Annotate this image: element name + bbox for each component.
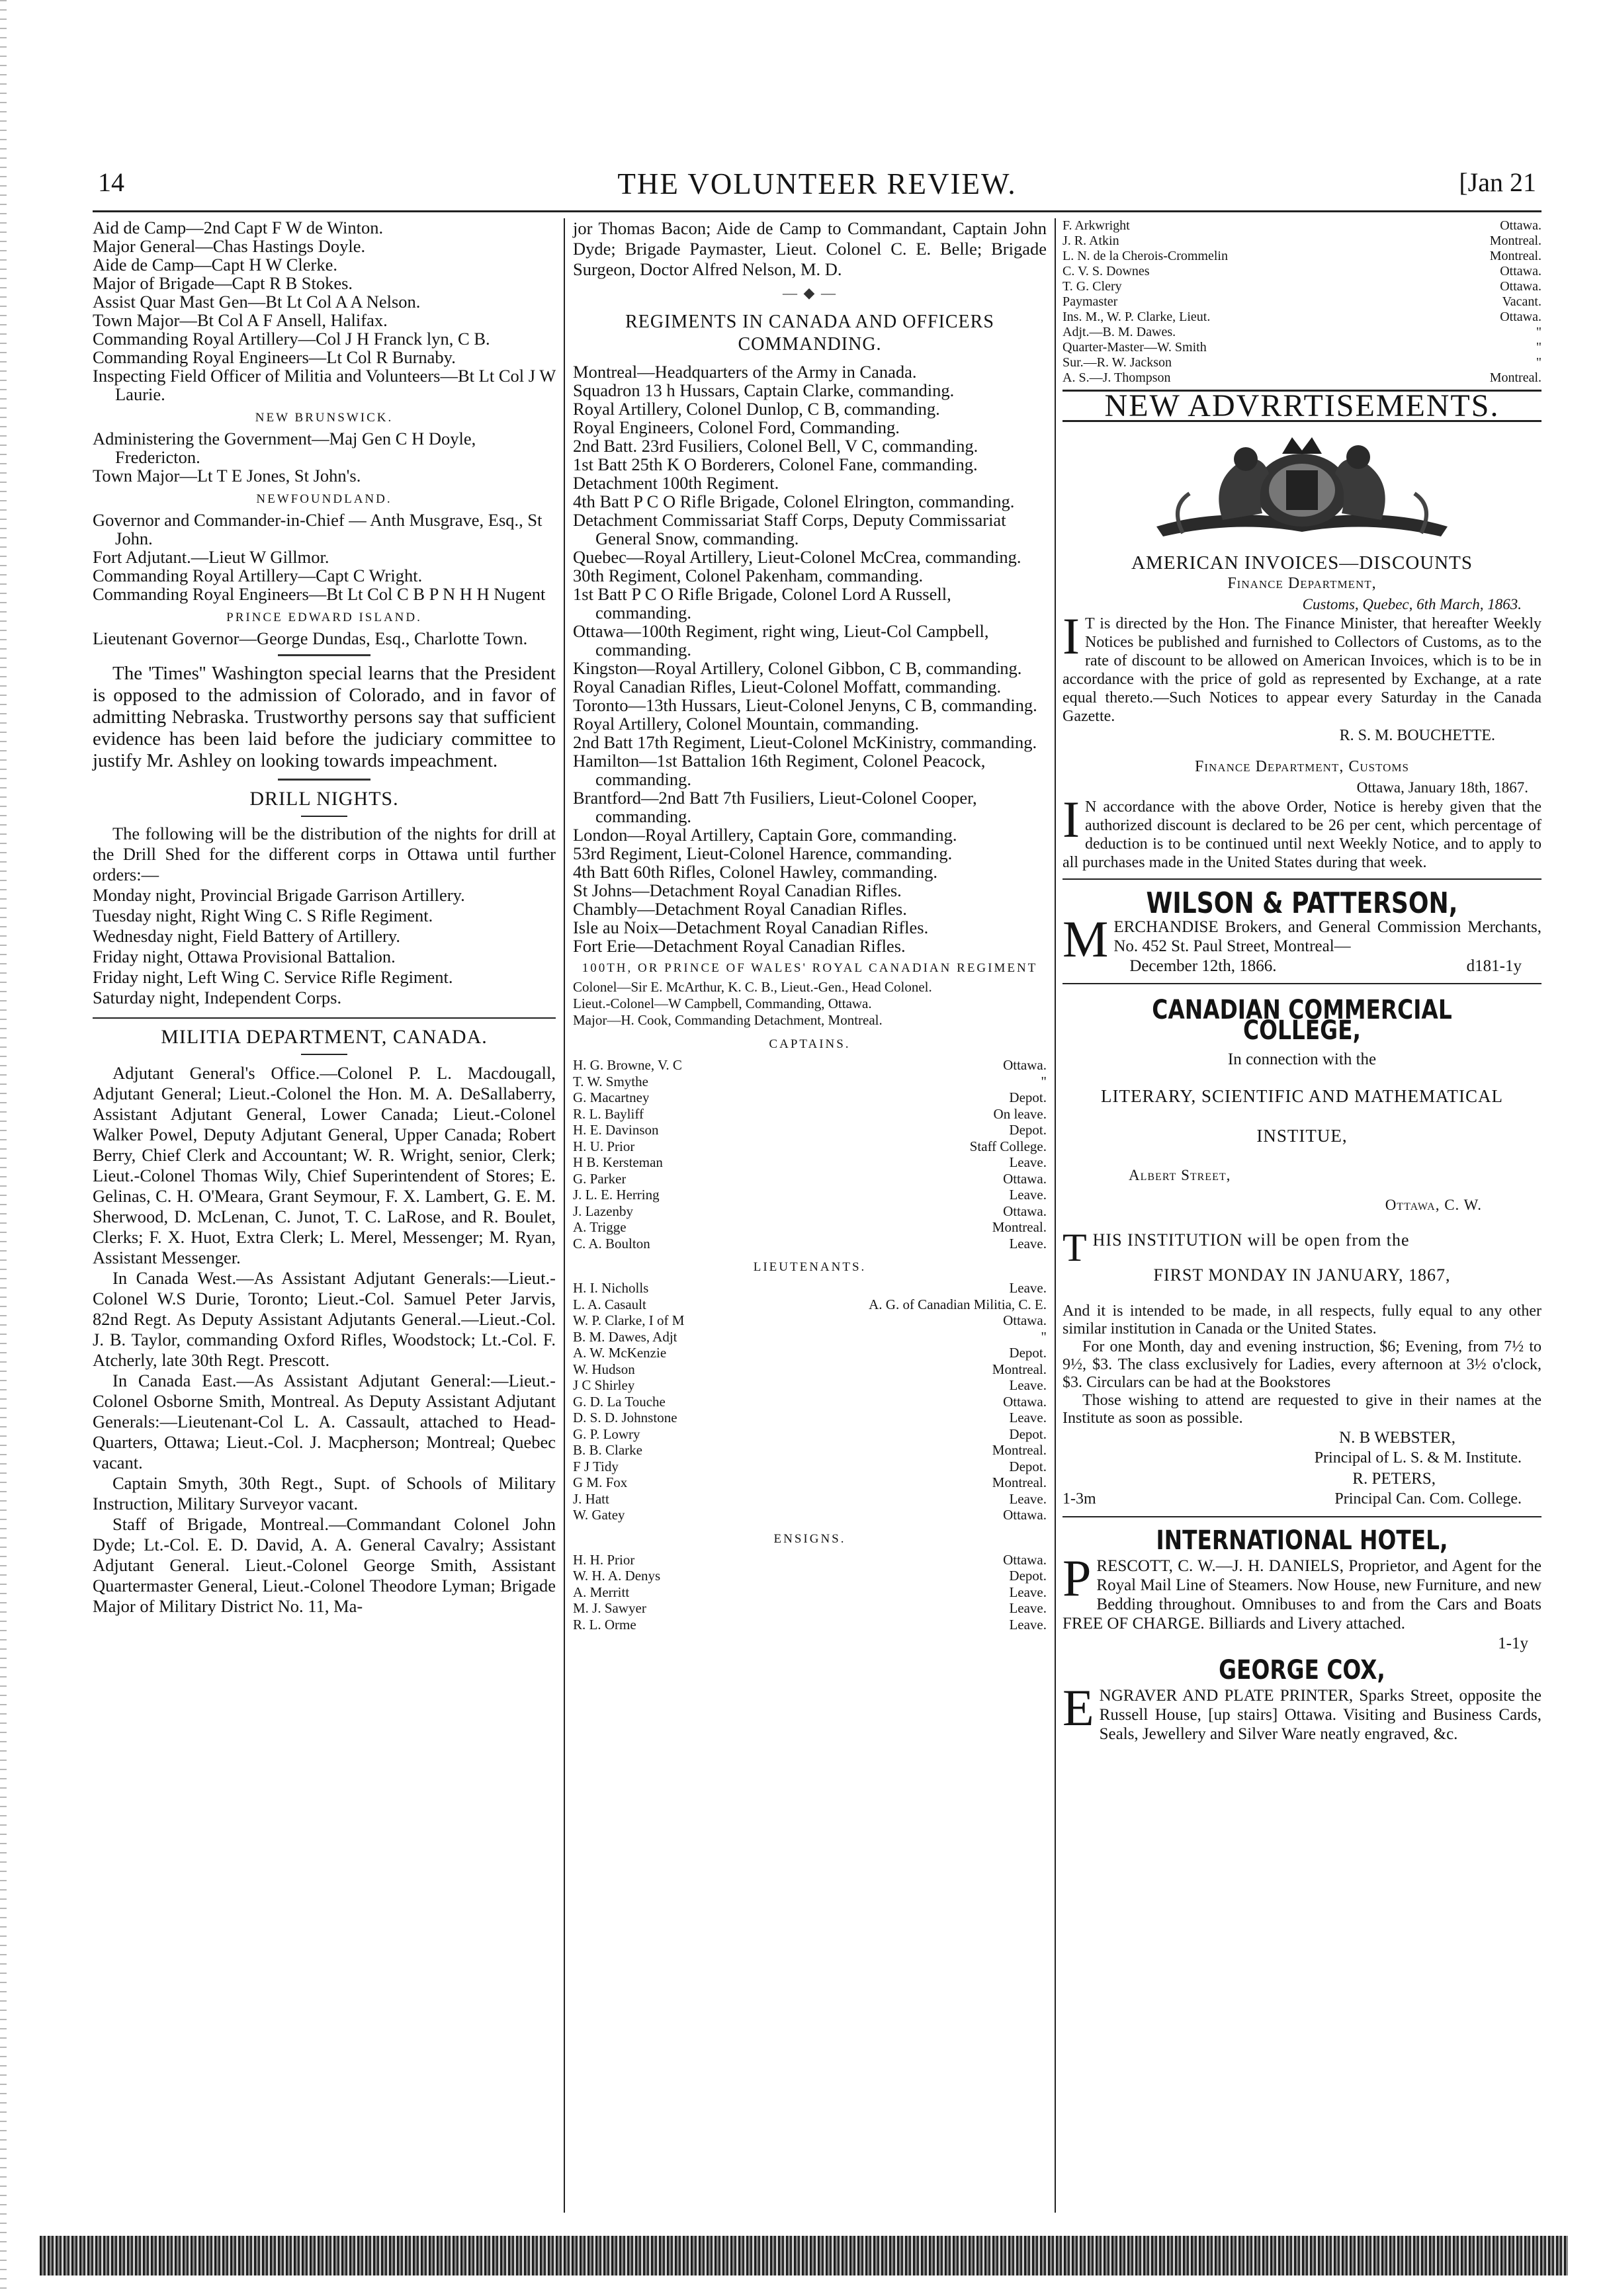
ad-dateline: Customs, Quebec, 6th March, 1863. <box>1302 596 1522 613</box>
staff-entry: Commanding Royal Engineers—Bt Lt Col C B P N H H Nugent <box>93 584 546 604</box>
staff-entry: Commanding Royal Artillery—Capt C Wright. <box>93 566 423 585</box>
officer-name: W. H. A. Denys <box>573 1568 661 1584</box>
officer-station: Leave. <box>1009 1600 1047 1616</box>
officer-station: Leave. <box>1009 1235 1047 1252</box>
college-title: CANADIAN COMMERCIAL COLLEGE, <box>1152 995 1452 1046</box>
regiment-entry: Quebec—Royal Artillery, Lieut-Colonel McCrea, commanding. <box>573 547 1021 567</box>
officer-name: F. Arkwright <box>1063 218 1130 233</box>
officer-name: J. L. E. Herring <box>573 1187 660 1203</box>
drill-night: Friday night, Left Wing C. Service Rifle Regiment. <box>93 967 453 987</box>
regiment-entry: St Johns—Detachment Royal Canadian Rifles. <box>573 880 902 900</box>
ad-body <box>1063 607 1541 726</box>
list-item <box>1063 325 1541 340</box>
officer-name: C. A. Boulton <box>573 1235 650 1252</box>
regiment-entry: Hamilton—1st Battalion 16th Regiment, Colonel Peacock, commanding. <box>573 751 986 789</box>
militia-paragraph: In Canada East.—As Assistant Adjutant General:—Lieut.-Colonel Osborne Smith, Montreal. As Deputy Assistant Adjutant Generals:—Lieutenant-Col L. A. Cassault, attached to Head-Quarters, Ottawa; Lieut.-Col. J. Macpherson; Montreal; Quebec vacant. <box>93 1371 556 1472</box>
list-item <box>1063 340 1541 355</box>
regiment-entry: London—Royal Artillery, Captain Gore, commanding. <box>573 825 957 845</box>
officer-name: G. D. La Touche <box>573 1393 666 1410</box>
province-heading: NEWFOUNDLAND. <box>256 492 392 506</box>
short-rule <box>301 1054 347 1055</box>
officer-station: Ottawa. <box>1500 218 1541 233</box>
newspaper-title: THE VOLUNTEER REVIEW. <box>617 167 1017 200</box>
ad-signature: R. S. M. BOUCHETTE. <box>1339 727 1495 744</box>
staff-entry: Inspecting Field Officer of Militia and Volunteers—Bt Lt Col J W Laurie. <box>93 366 556 404</box>
column-1 <box>93 218 556 1617</box>
officer-station: Leave. <box>1009 1490 1047 1507</box>
list-item <box>573 1280 1047 1297</box>
drill-night: Friday night, Ottawa Provisional Battalion. <box>93 947 396 966</box>
officer-name: J. R. Atkin <box>1063 234 1119 248</box>
captains-list <box>573 1057 1047 1252</box>
list-item <box>573 1089 1047 1106</box>
officer-station: Depot. <box>1009 1568 1047 1584</box>
officer-station: Ottawa. <box>1003 1312 1047 1328</box>
regiment-entry: Royal Artillery, Colonel Mountain, commanding. <box>573 714 920 734</box>
rank-heading: CAPTAINS. <box>769 1037 851 1051</box>
officer-name: A. S.—J. Thompson <box>1063 370 1171 385</box>
staff-continuation: jor Thomas Bacon; Aide de Camp to Commandant, Captain John Dyde; Brigade Paymaster, Lieut. Colonel C. E. Belle; Brigade Surgeon, Doctor Alfred Nelson, M. D. <box>573 218 1047 279</box>
ensigns-list <box>573 1552 1047 1633</box>
officer-station: " <box>1536 340 1541 355</box>
list-item <box>573 1377 1047 1394</box>
college-city: Ottawa, C. W. <box>1385 1197 1482 1213</box>
column-rule-2 <box>1055 218 1056 2213</box>
officer-station: Leave. <box>1009 1154 1047 1170</box>
officer-station: Depot. <box>1009 1122 1047 1138</box>
ad-body-text: ERCHANDISE Brokers, and General Commission Merchants, No. 452 St. Paul Street, Montreal— <box>1113 918 1541 955</box>
list-item <box>1063 294 1541 310</box>
officer-station: Leave. <box>1009 1410 1047 1425</box>
list-item <box>573 1106 1047 1123</box>
officer-station: Vacant. <box>1502 294 1541 309</box>
ad-dateline: Ottawa, January 18th, 1867. <box>1356 779 1528 796</box>
officer-station: Montreal. <box>992 1219 1047 1235</box>
officer-name: T. W. Smythe <box>573 1073 648 1089</box>
officer-name: Ins. M., W. P. Clarke, Lieut. <box>1063 310 1211 324</box>
list-item <box>573 1361 1047 1378</box>
regiment-entry: Royal Artillery, Colonel Dunlop, C B, commanding. <box>573 399 940 419</box>
officer-station: Leave. <box>1009 1377 1047 1393</box>
officer-name: L. N. de la Cherois-Crommelin <box>1063 249 1228 263</box>
list-item <box>573 1394 1047 1410</box>
officer-station: Montreal. <box>992 1474 1047 1490</box>
staff-entry: Commanding Royal Engineers—Lt Col R Burnaby. <box>93 347 456 367</box>
officer-station: A. G. of Canadian Militia, C. E. <box>869 1296 1047 1312</box>
officer-station: Montreal. <box>992 1442 1047 1458</box>
list-item <box>573 1345 1047 1361</box>
officer-name: H. G. Browne, V. C <box>573 1057 682 1073</box>
staff-entry: Aide de Camp—Capt H W Clerke. <box>93 255 337 275</box>
officer-station: Leave. <box>1009 1616 1047 1633</box>
staff-entry: Major General—Chas Hastings Doyle. <box>93 236 366 256</box>
list-item <box>573 1138 1047 1155</box>
ad-rule <box>1063 878 1541 880</box>
staff-entry: Town Major—Bt Col A F Ansell, Halifax. <box>93 310 388 330</box>
list-item <box>1063 310 1541 325</box>
college-street: Albert Street, <box>1129 1167 1231 1183</box>
staff-entry: Administering the Government—Maj Gen C H Doyle, Fredericton. <box>93 429 476 467</box>
militia-paragraph: Staff of Brigade, Montreal.—Commandant Colonel John Dyde; Lt.-Col. E. D. David, A. A. General Cavalry; Assistant Adjutant General. Lieut.-Colonel George Smith, Assistant Quartermaster General, Lieut.-Colonel Theodore Lyman; Brigade Major of Military District No. 11, Ma- <box>93 1514 556 1616</box>
officer-station: Ottawa. <box>1500 279 1541 294</box>
news-paragraph: The 'Times'' Washington special learns that the President is opposed to the admission of Colorado, and in favor of admitting Nebraska. Trustworthy persons say that sufficient evidence has been laid before the judiciary committee to justify Mr. Ashley on looking towards impeachment. <box>93 663 556 771</box>
officer-station: Leave. <box>1009 1584 1047 1600</box>
regiment-staff: Colonel—Sir E. McArthur, K. C. B., Lieut.-Gen., Head Colonel. <box>573 979 932 995</box>
officer-name: J C Shirley <box>573 1377 635 1393</box>
regiment-entry: Ottawa—100th Regiment, right wing, Lieut-Col Campbell, commanding. <box>573 621 989 659</box>
staff-entry: Assist Quar Mast Gen—Bt Lt Col A A Nelson. <box>93 292 421 312</box>
regiment-staff: Lieut.-Colonel—W Campbell, Commanding, Ottawa. <box>573 996 872 1011</box>
rank-heading: ENSIGNS. <box>773 1531 846 1546</box>
wilson-patterson-title: WILSON & PATTERSON, <box>1146 886 1458 920</box>
column-rule-1 <box>564 218 565 2213</box>
ornament-divider <box>278 654 370 656</box>
officer-station: Montreal. <box>992 1361 1047 1377</box>
ad-body <box>1063 790 1541 872</box>
list-item <box>573 1122 1047 1138</box>
officer-name: F J Tidy <box>573 1458 619 1474</box>
list-item <box>573 1600 1047 1617</box>
officer-name: G. P. Lowry <box>573 1425 640 1442</box>
drop-cap: I <box>1063 607 1080 665</box>
ad-footer <box>1063 1489 1541 1509</box>
officers-list <box>1063 218 1541 386</box>
rank-heading: LIEUTENANTS. <box>753 1260 867 1274</box>
list-item <box>573 1617 1047 1633</box>
staff-entry: Town Major—Lt T E Jones, St John's. <box>93 466 361 486</box>
officer-station: Ottawa. <box>1003 1507 1047 1523</box>
college-text: Those wishing to attend are requested to give in their names at the Institute as soon as possible. <box>1063 1392 1541 1427</box>
officer-name: Sur.—R. W. Jackson <box>1063 355 1172 370</box>
staff-entry: Governor and Commander-in-Chief — Anth Musgrave, Esq., St John. <box>93 510 542 548</box>
province-heading: PRINCE EDWARD ISLAND. <box>226 611 422 624</box>
list-item <box>573 1329 1047 1345</box>
officer-station: Ottawa. <box>1003 1393 1047 1410</box>
regiment-entry: Fort Erie—Detachment Royal Canadian Rifles. <box>573 936 906 956</box>
issue-date: [Jan 21 <box>1459 167 1536 197</box>
short-rule <box>301 816 347 817</box>
officer-station: On leave. <box>993 1105 1047 1122</box>
militia-paragraph: Adjutant General's Office.—Colonel P. L. Macdougall, Adjutant General; Lieut.-Colonel the Hon. M. A. DeSallaberry, Assistant Adjutant General, Lower Canada; Lieut.-Colonel Walker Powel, Deputy Adjutant General, Upper Canada; Robert Berry, Chief Clerk and Accountant; W. R. Wright, senior, Clerk; Lieut.-Colonel Thomas Wily, Chief Superintendent of Stores; E. Gelinas, C. H. O'Meara, Grant Seymour, F. X. Lambert, G. E. M. Sherwood, D. McLenan, C. Junot, T. C. LaRose, and R. Boulet, Clerks; F. X. Huot, Extra Clerk; L. Merel, Messenger; M. Ryan, Assistant Messenger. <box>93 1063 556 1267</box>
officer-station: Ottawa. <box>1003 1057 1047 1073</box>
list-item <box>573 1074 1047 1090</box>
cox-title: GEORGE COX, <box>1219 1655 1385 1685</box>
ad-footer <box>1113 956 1541 976</box>
regiment-entry: Brantford—2nd Batt 7th Fusiliers, Lieut-Colonel Cooper, commanding. <box>573 788 977 826</box>
ad-body-text: T is directed by the Hon. The Finance Minister, that hereafter Weekly Notices be published and furnished to Collectors of Customs, as to the rate of discount to be allowed on American Invoices, which is to be in accordance with the price of gold as represented by Exchange, at a rate equal thereto.—Such Notices to appear every Saturday in the Canada Gazette. <box>1063 615 1541 725</box>
list-item <box>1063 355 1541 370</box>
ad-rule <box>1063 1516 1541 1517</box>
staff-entry: Aid de Camp—2nd Capt F W de Winton. <box>93 218 384 237</box>
list-item <box>1063 234 1541 249</box>
ad-date: December 12th, 1866. <box>1129 957 1277 975</box>
regiment-entry: Toronto—13th Hussars, Lieut-Colonel Jenyns, C B, commanding. <box>573 695 1037 715</box>
officer-name: W. P. Clarke, I of M <box>573 1312 685 1328</box>
officer-station: Montreal. <box>1489 370 1541 385</box>
officer-name: A. Trigge <box>573 1219 627 1235</box>
regiment-entry: 2nd Batt. 23rd Fusiliers, Colonel Bell, V C, commanding. <box>573 436 978 456</box>
officer-name: H. H. Prior <box>573 1551 635 1568</box>
officer-name: T. G. Clery <box>1063 279 1122 294</box>
staff-entry: Fort Adjutant.—Lieut W Gillmor. <box>93 547 329 567</box>
officer-name: Paymaster <box>1063 294 1118 309</box>
ad-body <box>1063 1549 1541 1633</box>
college-connection: In connection with the <box>1227 1050 1377 1068</box>
regiment-entry: Montreal—Headquarters of the Army in Canada. <box>573 362 917 382</box>
drill-night: Monday night, Provincial Brigade Garrison Artillery. <box>93 885 465 905</box>
ad-department: Finance Department, Customs <box>1195 758 1409 775</box>
regiment-entry: 4th Batt P C O Rifle Brigade, Colonel Elrington, commanding. <box>573 491 1015 511</box>
regiment-entry: Isle au Noix—Detachment Royal Canadian Rifles. <box>573 917 929 937</box>
officer-name: B. B. Clarke <box>573 1442 642 1458</box>
list-item <box>573 1312 1047 1329</box>
college-text: And it is intended to be made, in all respects, fully equal to any other similar institution in Canada or the United States. <box>1063 1302 1541 1338</box>
officer-name: B. M. Dawes, Adjt <box>573 1328 677 1345</box>
officer-name: C. V. S. Downes <box>1063 264 1150 278</box>
college-text: For one Month, day and evening instruction, $6; Evening, from 7½ to 9½, $3. The class exclusively for Ladies, every afternoon at 3½ o'clock, $3. Circulars can be had at the Bookstores <box>1063 1338 1541 1391</box>
regiment-entry: 2nd Batt 17th Regiment, Lieut-Colonel McKinistry, commanding. <box>573 732 1037 752</box>
list-item <box>1063 218 1541 234</box>
officer-name: W. Gatey <box>573 1507 625 1523</box>
officer-name: A. W. McKenzie <box>573 1345 667 1361</box>
regiment-entry: 4th Batt 60th Rifles, Colonel Hawley, commanding. <box>573 862 938 882</box>
drop-cap: E <box>1063 1679 1094 1736</box>
list-item <box>573 1171 1047 1187</box>
ad-body-text: NGRAVER AND PLATE PRINTER, Sparks Street, opposite the Russell House, [up stairs] Ottawa. Visiting and Business Cards, Seals, Jewellery and Silver Ware neatly engraved, &c. <box>1099 1687 1541 1743</box>
list-item <box>573 1236 1047 1252</box>
college-signatory: N. B WEBSTER, <box>1339 1429 1455 1447</box>
militia-paragraph: In Canada West.—As Assistant Adjutant Generals:—Lieut.-Colonel W.S Durie, Toronto; Lieut.-Col. Samuel Peter Jarvis, 82nd Regt. As Deputy Assistant Adjutants General.—Lieut.-Col. J. B. Taylor, commanding Oxford Rifles, Woodstock; Lt.-Col. F. Atcherly, late 30th Regt. Prescott. <box>93 1268 556 1370</box>
ad-body <box>1063 1679 1541 1744</box>
section-heading: MILITIA DEPARTMENT, CANADA. <box>161 1026 488 1048</box>
officer-station: " <box>1536 325 1541 339</box>
regiment-staff: Major—H. Cook, Commanding Detachment, Montreal. <box>573 1012 883 1028</box>
royal-coat-of-arms-image <box>1130 427 1474 546</box>
officer-name: W. Hudson <box>573 1361 635 1377</box>
ad-reference: 1-1y <box>1498 1635 1528 1652</box>
officer-station: Leave. <box>1009 1187 1047 1203</box>
staff-entry: Commanding Royal Artillery—Col J H Franck lyn, C B. <box>93 329 490 349</box>
officer-name: L. A. Casault <box>573 1296 646 1312</box>
section-heading: DRILL NIGHTS. <box>249 788 399 810</box>
column-2 <box>573 218 1047 1633</box>
section-rule <box>93 1017 556 1019</box>
list-item <box>1063 370 1541 386</box>
ad-reference: 1-3m <box>1063 1490 1096 1508</box>
ad-rule <box>1063 983 1541 984</box>
officer-station: Staff College. <box>969 1138 1047 1154</box>
drop-cap: M <box>1063 910 1109 968</box>
officer-name: Adjt.—B. M. Dawes. <box>1063 325 1176 339</box>
officer-station: Depot. <box>1009 1345 1047 1361</box>
officer-station: " <box>1041 1073 1047 1089</box>
list-item <box>573 1442 1047 1459</box>
advertisements-heading: NEW ADVRRTISEMENTS. <box>1063 390 1541 422</box>
lieutenants-list <box>573 1280 1047 1523</box>
list-item <box>573 1491 1047 1508</box>
list-item <box>1063 249 1541 264</box>
list-item <box>573 1410 1047 1426</box>
ad-body-text: N accordance with the above Order, Notice is hereby given that the authorized discount is declared to be 26 per cent, which percentage of deduction is to be continued until next Weekly Notice, and to apply to all purchases made in the United States during that week. <box>1063 798 1541 871</box>
list-item <box>573 1552 1047 1568</box>
ad-heading: AMERICAN INVOICES—DISCOUNTS <box>1131 552 1473 574</box>
officer-name: G. Parker <box>573 1170 627 1187</box>
regiment-entry: Royal Canadian Rifles, Lieut-Colonel Moffatt, commanding. <box>573 677 1002 697</box>
staff-entry: Major of Brigade—Capt R B Stokes. <box>93 273 353 293</box>
list-item <box>1063 279 1541 294</box>
header-rule <box>93 210 1541 212</box>
list-item <box>573 1154 1047 1171</box>
officer-name: D. S. D. Johnstone <box>573 1410 677 1425</box>
officer-station: Depot. <box>1009 1425 1047 1442</box>
officer-station: Ottawa. <box>1003 1551 1047 1568</box>
officer-station: Montreal. <box>1489 249 1541 263</box>
regiment-entry: Detachment 100th Regiment. <box>573 473 779 493</box>
drill-intro: The following will be the distribution of the nights for drill at the Drill Shed for the different corps in Ottawa until further orders:— <box>93 824 556 884</box>
drill-night: Saturday night, Independent Corps. <box>93 988 342 1007</box>
list-item <box>573 1584 1047 1601</box>
officer-name: J. Lazenby <box>573 1203 633 1219</box>
ad-department: Finance Department, <box>1227 575 1377 592</box>
officer-name: A. Merritt <box>573 1584 630 1600</box>
officer-name: H B. Kersteman <box>573 1154 663 1170</box>
college-opening <box>1063 1226 1541 1269</box>
officer-name: H. E. Davinson <box>573 1122 659 1138</box>
regiment-heading: 100TH, OR PRINCE OF WALES' ROYAL CANADIAN REGIMENT <box>582 961 1038 975</box>
militia-paragraph: Captain Smyth, 30th Regt., Supt. of Schools of Military Instruction, Military Surveyor vacant. <box>93 1473 556 1513</box>
drop-cap: I <box>1063 790 1080 848</box>
column-3 <box>1063 218 1541 1744</box>
officer-station: Depot. <box>1009 1458 1047 1474</box>
ad-body-text: RESCOTT, C. W.—J. H. DANIELS, Proprietor, and Agent for the Royal Mail Line of Steamers. Now House, new Furniture, and new Bedding throughout. Omnibuses to and from the Cars and Boats FREE OF CHARGE. Billiards and Livery attached. <box>1063 1557 1541 1633</box>
officer-name: H. I. Nicholls <box>573 1280 649 1296</box>
officer-name: J. Hatt <box>573 1490 609 1507</box>
list-item <box>1063 264 1541 279</box>
drop-cap: P <box>1063 1549 1092 1607</box>
drop-cap: T <box>1063 1226 1088 1269</box>
college-opening-text: HIS INSTITUTION will be open from the <box>1092 1230 1410 1250</box>
regiment-entry: 53rd Regiment, Lieut-Colonel Harence, commanding. <box>573 843 953 863</box>
college-first-day: FIRST MONDAY IN JANUARY, 1867, <box>1153 1265 1451 1285</box>
staff-entry: Lieutenant Governor—George Dundas, Esq., Charlotte Town. <box>93 628 528 648</box>
list-item <box>573 1203 1047 1220</box>
list-item <box>573 1057 1047 1074</box>
college-signatory-title: Principal Can. Com. College. <box>1334 1490 1522 1508</box>
list-item <box>573 1474 1047 1491</box>
officer-station: Ottawa. <box>1003 1170 1047 1187</box>
list-item <box>573 1459 1047 1475</box>
officer-name: R. L. Bayliff <box>573 1105 644 1122</box>
list-item <box>573 1297 1047 1313</box>
college-signatory-title: Principal of L. S. & M. Institute. <box>1314 1449 1522 1467</box>
drill-night: Wednesday night, Field Battery of Artillery. <box>93 926 400 946</box>
officer-name: R. L. Orme <box>573 1616 636 1633</box>
ornament-divider <box>278 779 370 781</box>
regiment-entry: Detachment Commissariat Staff Corps, Deputy Commissariat General Snow, commanding. <box>573 510 1006 548</box>
regiment-entry: Squadron 13 h Hussars, Captain Clarke, commanding. <box>573 380 955 400</box>
page-header <box>98 167 1536 206</box>
regiment-entry: 1st Batt 25th K O Borderers, Colonel Fane, commanding. <box>573 454 978 474</box>
officer-name: M. J. Sawyer <box>573 1600 646 1616</box>
officer-station: Ottawa. <box>1500 264 1541 278</box>
drill-night: Tuesday night, Right Wing C. S Rifle Regiment. <box>93 906 433 925</box>
province-heading: NEW BRUNSWICK. <box>255 411 394 425</box>
officer-name: Quarter-Master—W. Smith <box>1063 340 1207 355</box>
regiment-entry: Royal Engineers, Colonel Ford, Commanding. <box>573 417 900 437</box>
officer-station: Ottawa. <box>1500 310 1541 324</box>
list-item <box>573 1187 1047 1203</box>
regiment-entry: Kingston—Royal Artillery, Colonel Gibbon, C B, commanding. <box>573 658 1022 678</box>
regiment-entry: Chambly—Detachment Royal Canadian Rifles. <box>573 899 907 919</box>
list-item <box>573 1568 1047 1584</box>
regiment-entry: 1st Batt P C O Rifle Brigade, Colonel Lord A Russell, commanding. <box>573 584 951 622</box>
officer-station: Montreal. <box>1489 234 1541 248</box>
college-signatory: R. PETERS, <box>1352 1470 1436 1488</box>
list-item <box>573 1426 1047 1443</box>
officer-station: Depot. <box>1009 1089 1047 1105</box>
list-item <box>573 1219 1047 1236</box>
officer-name: G. Macartney <box>573 1089 650 1105</box>
ad-reference: d181-1y <box>1466 957 1522 975</box>
page-number: 14 <box>98 167 124 197</box>
scan-bottom-strip <box>40 2236 1568 2275</box>
officer-station: Leave. <box>1009 1280 1047 1296</box>
college-institute: LITERARY, SCIENTIFIC AND MATHEMATICAL INSTITUE, <box>1100 1086 1504 1146</box>
scan-edge <box>0 0 7 2296</box>
officer-name: G M. Fox <box>573 1474 628 1490</box>
ornament-divider: — ◆ — <box>783 284 837 301</box>
hotel-title: INTERNATIONAL HOTEL, <box>1156 1525 1448 1556</box>
section-heading: REGIMENTS IN CANADA AND OFFICERS COMMANDING. <box>625 312 994 355</box>
officer-station: Ottawa. <box>1003 1203 1047 1219</box>
officer-station: " <box>1536 355 1541 370</box>
regiment-entry: 30th Regiment, Colonel Pakenham, commanding. <box>573 566 924 585</box>
officer-name: H. U. Prior <box>573 1138 635 1154</box>
officer-station: " <box>1041 1328 1047 1345</box>
list-item <box>573 1507 1047 1523</box>
